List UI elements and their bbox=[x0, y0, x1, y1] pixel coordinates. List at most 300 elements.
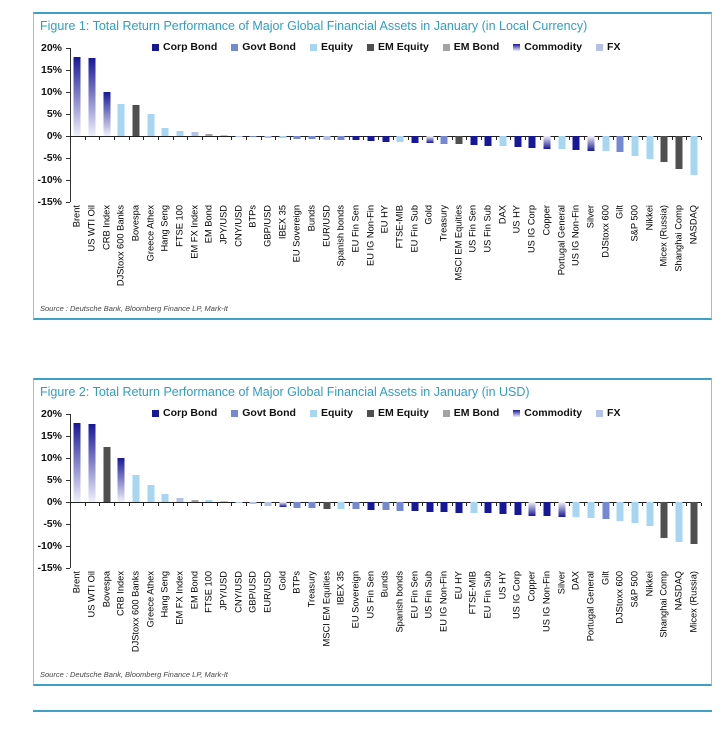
x-axis-label: Shanghai Comp bbox=[658, 571, 669, 638]
baseline-tick bbox=[496, 137, 497, 140]
x-label-cell bbox=[202, 568, 217, 664]
baseline-tick bbox=[158, 503, 159, 506]
x-axis-label: Gilt bbox=[614, 205, 625, 219]
baseline-tick bbox=[525, 503, 526, 506]
x-label-cell bbox=[672, 202, 687, 298]
x-axis-label: FTSE-MIB bbox=[394, 205, 405, 249]
baseline-tick bbox=[363, 503, 364, 506]
legend-label: Corp Bond bbox=[163, 41, 218, 53]
bar bbox=[485, 502, 492, 513]
figure-2-chart bbox=[34, 407, 701, 574]
baseline-tick bbox=[261, 137, 262, 140]
legend-item bbox=[367, 41, 429, 53]
baseline-tick bbox=[305, 503, 306, 506]
x-axis-label: EM FX Index bbox=[189, 205, 200, 259]
x-label-cell bbox=[672, 568, 687, 664]
y-tick-label: 10% bbox=[40, 86, 62, 98]
x-axis-label: EM Bond bbox=[203, 205, 214, 244]
baseline-tick bbox=[70, 503, 71, 506]
bar bbox=[470, 502, 477, 513]
baseline-tick bbox=[701, 503, 702, 506]
x-label-cell bbox=[540, 568, 555, 664]
baseline-tick bbox=[114, 503, 115, 506]
x-axis-label: Nikkei bbox=[644, 205, 655, 231]
baseline-tick bbox=[363, 137, 364, 140]
bar bbox=[514, 136, 521, 147]
bar bbox=[602, 136, 609, 151]
legend-label: EM Bond bbox=[453, 41, 500, 53]
x-label-cell bbox=[158, 568, 173, 664]
x-label-cell bbox=[407, 568, 422, 664]
x-label-cell bbox=[202, 202, 217, 298]
baseline-tick bbox=[481, 137, 482, 140]
bar bbox=[162, 494, 169, 502]
legend-item bbox=[231, 407, 296, 419]
baseline-tick bbox=[202, 137, 203, 140]
baseline-tick bbox=[85, 137, 86, 140]
x-label-cell bbox=[99, 202, 114, 298]
x-axis-label: MSCI EM Equities bbox=[453, 205, 464, 281]
x-label-cell bbox=[481, 568, 496, 664]
x-axis-label: US Fin Sub bbox=[482, 205, 493, 253]
baseline-tick bbox=[349, 137, 350, 140]
legend-item bbox=[310, 407, 353, 419]
x-axis-label: DJStoxx 600 bbox=[600, 205, 611, 258]
x-label-cell bbox=[422, 568, 437, 664]
x-label-cell bbox=[275, 568, 290, 664]
baseline-tick bbox=[452, 503, 453, 506]
legend-item bbox=[152, 41, 217, 53]
bar bbox=[147, 114, 154, 136]
legend-label: EM Equity bbox=[378, 407, 429, 419]
x-label-cell bbox=[261, 568, 276, 664]
x-label-cell bbox=[613, 568, 628, 664]
x-label-cell bbox=[554, 568, 569, 664]
x-axis-label: BTPs bbox=[291, 571, 302, 594]
baseline-tick bbox=[554, 137, 555, 140]
legend-item bbox=[596, 41, 620, 53]
x-axis-label: CNY/USD bbox=[233, 205, 244, 247]
x-label-cell bbox=[129, 568, 144, 664]
x-label-cell bbox=[495, 568, 510, 664]
bar bbox=[617, 502, 624, 521]
bar bbox=[309, 136, 316, 139]
y-tick-label: 20% bbox=[40, 408, 62, 420]
legend-label: Corp Bond bbox=[163, 407, 218, 419]
x-label-cell bbox=[173, 202, 188, 298]
baseline-tick bbox=[129, 503, 130, 506]
x-axis-label: US HY bbox=[497, 571, 508, 600]
baseline-tick bbox=[437, 503, 438, 506]
x-label-cell bbox=[657, 568, 672, 664]
baseline-tick bbox=[422, 503, 423, 506]
baseline-tick bbox=[525, 137, 526, 140]
baseline-tick bbox=[657, 137, 658, 140]
y-tick-label: 10% bbox=[40, 452, 62, 464]
legend-item bbox=[443, 41, 500, 53]
bar bbox=[470, 136, 477, 145]
x-label-cell bbox=[613, 202, 628, 298]
x-axis-label: EUR/USD bbox=[262, 571, 273, 613]
bar bbox=[250, 136, 257, 137]
baseline-tick bbox=[173, 137, 174, 140]
x-label-cell bbox=[246, 568, 261, 664]
bar bbox=[265, 136, 272, 138]
y-axis bbox=[34, 42, 70, 208]
bar bbox=[441, 136, 448, 144]
source-note: Source : Deutsche Bank, Bloomberg Finance LP, Mark-It bbox=[40, 670, 228, 679]
bar bbox=[162, 128, 169, 136]
x-axis-label: Micex (Russia) bbox=[658, 205, 669, 267]
legend-label: Govt Bond bbox=[242, 407, 296, 419]
x-label-cell bbox=[349, 202, 364, 298]
y-tick-label: 0% bbox=[46, 130, 62, 142]
baseline-tick bbox=[686, 503, 687, 506]
x-axis-label: EU Fin Sen bbox=[350, 205, 361, 253]
x-axis-label: EU Sovereign bbox=[350, 571, 361, 629]
x-label-cell bbox=[363, 568, 378, 664]
x-label-cell bbox=[246, 202, 261, 298]
x-axis-label: Copper bbox=[541, 205, 552, 236]
baseline-tick bbox=[408, 503, 409, 506]
baseline-tick bbox=[275, 137, 276, 140]
x-label-cell bbox=[187, 202, 202, 298]
baseline-tick bbox=[99, 137, 100, 140]
bar bbox=[309, 502, 316, 508]
bar bbox=[558, 136, 565, 149]
legend-label: Govt Bond bbox=[242, 41, 296, 53]
x-label-cell bbox=[319, 202, 334, 298]
legend bbox=[152, 41, 620, 53]
x-axis-label: US WTI Oil bbox=[86, 571, 97, 618]
x-axis-label: IBEX 35 bbox=[335, 571, 346, 606]
x-axis-label: NASDAQ bbox=[673, 571, 684, 611]
bar bbox=[690, 502, 697, 544]
bar bbox=[279, 136, 286, 138]
baseline-tick bbox=[628, 137, 629, 140]
baseline-tick bbox=[510, 503, 511, 506]
legend-item bbox=[513, 407, 582, 419]
baseline-tick bbox=[701, 137, 702, 140]
embond-swatch bbox=[443, 44, 450, 51]
y-axis-line bbox=[70, 414, 71, 568]
baseline-tick bbox=[672, 137, 673, 140]
bottom-rule bbox=[33, 710, 712, 712]
x-axis-label: GBP/USD bbox=[262, 205, 273, 247]
bar bbox=[690, 136, 697, 175]
x-label-cell bbox=[378, 202, 393, 298]
y-tick-label: -5% bbox=[43, 152, 62, 164]
x-axis-label: Bovespa bbox=[101, 571, 112, 608]
baseline-tick bbox=[261, 503, 262, 506]
x-label-cell bbox=[143, 568, 158, 664]
baseline-tick bbox=[393, 503, 394, 506]
bar bbox=[206, 134, 213, 136]
baseline-tick bbox=[305, 137, 306, 140]
equity-swatch bbox=[310, 44, 317, 51]
bar bbox=[294, 502, 301, 508]
x-label-cell bbox=[99, 568, 114, 664]
bar bbox=[646, 502, 653, 526]
baseline-tick bbox=[158, 137, 159, 140]
x-axis-label: EM FX Index bbox=[174, 571, 185, 625]
bar bbox=[675, 136, 682, 169]
legend-item bbox=[513, 41, 582, 53]
x-axis-label: DJStoxx 600 Banks bbox=[115, 205, 126, 287]
baseline-tick bbox=[378, 137, 379, 140]
x-axis-label: Bunds bbox=[379, 571, 390, 598]
legend-label: EM Bond bbox=[453, 407, 500, 419]
x-axis-label: US IG Corp bbox=[526, 205, 537, 254]
bar bbox=[587, 502, 594, 518]
bar bbox=[89, 58, 96, 136]
bar bbox=[353, 136, 360, 140]
x-label-cell bbox=[569, 202, 584, 298]
baseline-tick bbox=[569, 137, 570, 140]
baseline-tick bbox=[598, 137, 599, 140]
legend-label: Commodity bbox=[524, 407, 583, 419]
x-axis-label: NASDAQ bbox=[688, 205, 699, 245]
x-label-cell bbox=[540, 202, 555, 298]
bar bbox=[411, 136, 418, 143]
legend-item bbox=[152, 407, 217, 419]
bar bbox=[646, 136, 653, 159]
baseline-tick bbox=[114, 137, 115, 140]
baseline-tick bbox=[408, 137, 409, 140]
x-label-cell bbox=[334, 568, 349, 664]
bar bbox=[338, 502, 345, 509]
baseline-tick bbox=[642, 503, 643, 506]
bar bbox=[177, 498, 184, 502]
emequity-swatch bbox=[367, 410, 374, 417]
baseline-tick bbox=[584, 503, 585, 506]
y-tick-label: 15% bbox=[40, 64, 62, 76]
bar bbox=[631, 502, 638, 523]
baseline-tick bbox=[628, 503, 629, 506]
x-label-cell bbox=[70, 202, 85, 298]
bar bbox=[573, 136, 580, 150]
x-axis-label: Treasury bbox=[306, 571, 317, 608]
baseline-tick bbox=[231, 137, 232, 140]
bar bbox=[221, 501, 228, 502]
baseline-tick bbox=[437, 137, 438, 140]
govt-swatch bbox=[231, 44, 238, 51]
baseline-tick bbox=[231, 503, 232, 506]
x-axis-label: US Fin Sub bbox=[423, 571, 434, 619]
bar bbox=[191, 132, 198, 136]
x-label-cell bbox=[143, 202, 158, 298]
x-axis-label: S&P 500 bbox=[629, 571, 640, 608]
bar bbox=[265, 502, 272, 506]
bar bbox=[382, 502, 389, 510]
legend-label: EM Equity bbox=[378, 41, 429, 53]
x-axis-label: FTSE 100 bbox=[203, 571, 214, 613]
x-label-cell bbox=[451, 202, 466, 298]
x-label-cell bbox=[290, 202, 305, 298]
bar bbox=[529, 502, 536, 516]
legend bbox=[152, 407, 620, 419]
legend-item bbox=[596, 407, 620, 419]
x-label-cell bbox=[129, 202, 144, 298]
x-label-cell bbox=[466, 568, 481, 664]
govt-swatch bbox=[231, 410, 238, 417]
x-label-cell bbox=[305, 568, 320, 664]
bar bbox=[499, 502, 506, 514]
x-label-cell bbox=[628, 568, 643, 664]
x-axis-label: JPY/USD bbox=[218, 205, 229, 245]
baseline-tick bbox=[290, 137, 291, 140]
baseline-tick bbox=[290, 503, 291, 506]
x-label-cell bbox=[393, 202, 408, 298]
x-axis-label: Brent bbox=[71, 205, 82, 228]
fx-swatch bbox=[596, 44, 603, 51]
x-label-cell bbox=[481, 202, 496, 298]
embond-swatch bbox=[443, 410, 450, 417]
y-tick-label: 15% bbox=[40, 430, 62, 442]
figure-2-title: Figure 2: Total Return Performance of Major Global Financial Assets in January (in USD) bbox=[40, 385, 530, 399]
x-axis-label: Silver bbox=[556, 571, 566, 595]
bar bbox=[103, 92, 110, 136]
x-label-cell bbox=[466, 202, 481, 298]
bar bbox=[118, 458, 125, 502]
x-axis-label: Bovespa bbox=[130, 205, 141, 242]
x-labels bbox=[70, 568, 701, 664]
bar bbox=[411, 502, 418, 511]
bar bbox=[323, 502, 330, 509]
bar bbox=[338, 136, 345, 140]
x-axis-label: EU Sovereign bbox=[291, 205, 302, 263]
x-axis-label: Micex (Russia) bbox=[688, 571, 699, 633]
x-label-cell bbox=[584, 568, 599, 664]
figure-1-title: Figure 1: Total Return Performance of Major Global Financial Assets in January (in Local Currency) bbox=[40, 19, 588, 33]
x-label-cell bbox=[554, 202, 569, 298]
baseline-tick bbox=[642, 137, 643, 140]
x-axis-label: EU IG Non-Fin bbox=[365, 205, 376, 266]
baseline-tick bbox=[393, 137, 394, 140]
x-axis-label: EU Fin Sub bbox=[482, 571, 493, 619]
x-label-cell bbox=[114, 202, 129, 298]
bar bbox=[514, 502, 521, 515]
y-tick-label: 0% bbox=[46, 496, 62, 508]
baseline-tick bbox=[466, 503, 467, 506]
plot-area bbox=[70, 407, 701, 568]
x-axis-label: Nikkei bbox=[644, 571, 655, 597]
baseline-tick bbox=[85, 503, 86, 506]
x-label-cell bbox=[451, 568, 466, 664]
x-labels bbox=[70, 202, 701, 298]
figure-2 bbox=[33, 378, 712, 686]
bar bbox=[367, 136, 374, 141]
x-axis-label: CRB Index bbox=[101, 205, 112, 250]
legend-label: Equity bbox=[320, 41, 354, 53]
bar bbox=[455, 502, 462, 513]
baseline-tick bbox=[613, 503, 614, 506]
baseline-tick bbox=[143, 503, 144, 506]
bar bbox=[382, 136, 389, 142]
baseline-tick bbox=[378, 503, 379, 506]
bar bbox=[74, 423, 81, 502]
x-axis-label: US Fin Sen bbox=[467, 205, 478, 253]
bar bbox=[661, 502, 668, 538]
baseline-tick bbox=[217, 503, 218, 506]
baseline-tick bbox=[70, 137, 71, 140]
x-axis-label: DAX bbox=[570, 571, 581, 591]
y-axis-line bbox=[70, 48, 71, 202]
baseline-tick bbox=[686, 137, 687, 140]
x-label-cell bbox=[584, 202, 599, 298]
x-label-cell bbox=[275, 202, 290, 298]
x-axis-label: EU IG Non-Fin bbox=[438, 571, 449, 632]
baseline-tick bbox=[510, 137, 511, 140]
x-axis-label: EM Bond bbox=[189, 571, 200, 610]
x-label-cell bbox=[642, 202, 657, 298]
legend-item bbox=[367, 407, 429, 419]
bar bbox=[89, 424, 96, 502]
x-axis-label: FTSE 100 bbox=[174, 205, 185, 247]
x-axis-label: EU HY bbox=[453, 571, 464, 600]
x-label-cell bbox=[525, 202, 540, 298]
x-label-cell bbox=[231, 202, 246, 298]
x-label-cell bbox=[495, 202, 510, 298]
y-tick-label: 5% bbox=[46, 108, 62, 120]
bar bbox=[558, 502, 565, 517]
baseline-tick bbox=[275, 503, 276, 506]
y-tick-label: -10% bbox=[37, 540, 62, 552]
x-label-cell bbox=[657, 202, 672, 298]
baseline-tick bbox=[173, 503, 174, 506]
x-axis-label: IBEX 35 bbox=[277, 205, 288, 240]
baseline-tick bbox=[217, 137, 218, 140]
bar bbox=[367, 502, 374, 510]
bar bbox=[133, 105, 140, 136]
x-label-cell bbox=[422, 202, 437, 298]
bar bbox=[543, 136, 550, 149]
bar bbox=[485, 136, 492, 146]
corp-swatch bbox=[152, 44, 159, 51]
commodity-swatch bbox=[513, 44, 520, 51]
x-label-cell bbox=[510, 202, 525, 298]
x-axis-label: Copper bbox=[526, 571, 537, 602]
baseline-tick bbox=[598, 503, 599, 506]
bar bbox=[587, 136, 594, 151]
figure-1-chart bbox=[34, 41, 701, 208]
x-axis-label: US Fin Sen bbox=[365, 571, 376, 619]
x-label-cell bbox=[378, 568, 393, 664]
baseline-tick bbox=[187, 503, 188, 506]
x-axis-label: Spanish bonds bbox=[394, 571, 405, 633]
baseline-tick bbox=[129, 137, 130, 140]
bar bbox=[323, 136, 330, 140]
x-axis-label: EU Fin Sen bbox=[409, 571, 420, 619]
figure-1 bbox=[33, 12, 712, 320]
baseline-tick bbox=[422, 137, 423, 140]
baseline-tick bbox=[540, 503, 541, 506]
x-label-cell bbox=[305, 202, 320, 298]
bar bbox=[250, 502, 257, 504]
bar bbox=[543, 502, 550, 516]
bar bbox=[529, 136, 536, 148]
x-label-cell bbox=[187, 568, 202, 664]
x-axis-label: Greece Athex bbox=[145, 571, 156, 628]
x-axis-label: Portugal General bbox=[585, 571, 596, 642]
x-axis-label: Greece Athex bbox=[145, 205, 156, 262]
fx-swatch bbox=[596, 410, 603, 417]
plot-area bbox=[70, 41, 701, 202]
bar bbox=[631, 136, 638, 156]
x-axis-label: GBP/USD bbox=[247, 571, 258, 613]
bar bbox=[103, 447, 110, 502]
x-axis-label: DAX bbox=[497, 205, 508, 225]
